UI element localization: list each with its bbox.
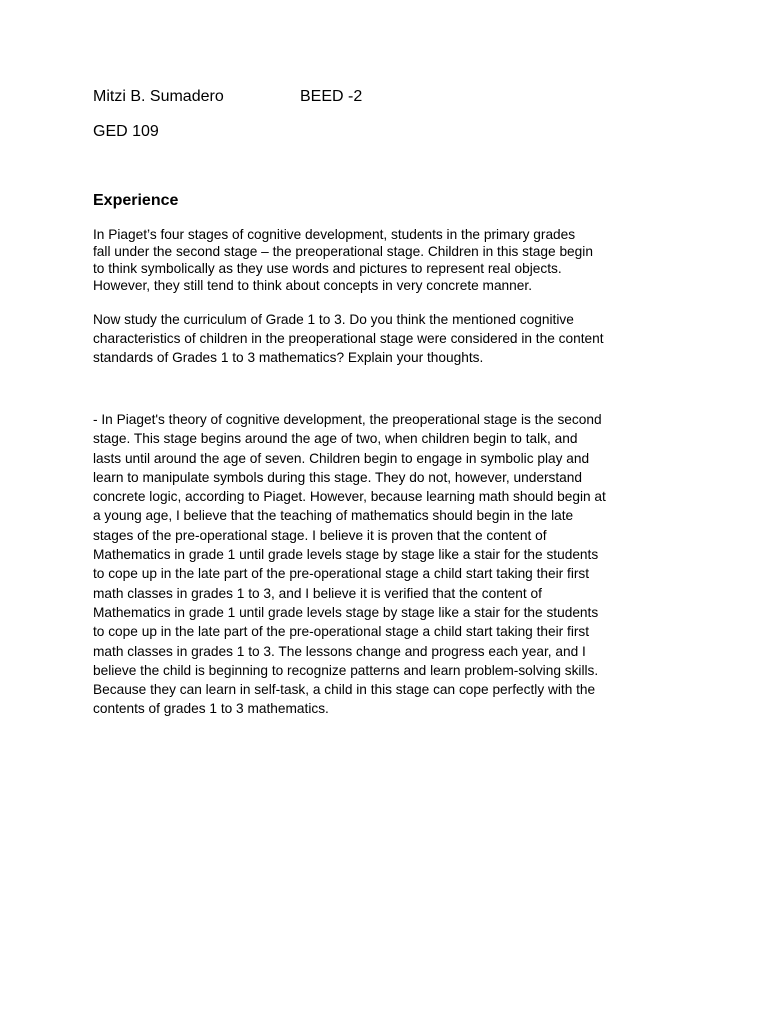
program-label: BEED -2: [300, 88, 363, 105]
course-code: GED 109: [93, 123, 159, 140]
student-name: Mitzi B. Sumadero: [93, 88, 224, 105]
question-paragraph: Now study the curriculum of Grade 1 to 3. Do you think the mentioned cognitive characteristics of children in the preoperational stage were considered in the content standards of Grades 1 to 3 mathematics? Explain your thoughts.: [93, 312, 604, 366]
intro-paragraph: In Piaget’s four stages of cognitive development, students in the primary grades fall under the second stage – the preoperational stage. Children in this stage begin to think symbolically as they use words and pictures to represent real objects. However, they still tend to think about concepts in very concrete manner.: [93, 227, 593, 294]
section-heading: Experience: [93, 192, 179, 209]
answer-paragraph: - In Piaget's theory of cognitive development, the preoperational stage is the second stage. This stage begins around the age of two, when children begin to talk, and lasts until around the age of seven. Children begin to engage in symbolic play and learn to manipulate symbols during this stage. They do not, however, understand concrete logic, according to Piaget. However, because learning math should begin at a young age, I believe that the teaching of mathematics should begin in the late stages of the pre-operational stage. I believe it is proven that the content of Mathematics in grade 1 until grade levels stage by stage like a stair for the students to cope up in the late part of the pre-operational stage a child start taking their first math classes in grades 1 to 3, and I believe it is verified that the content of Mathematics in grade 1 until grade levels stage by stage like a stair for the students to cope up in the late part of the pre-operational stage a child start taking their first math classes in grades 1 to 3. The lessons change and progress each year, and I believe the child is beginning to recognize patterns and learn problem-solving skills. Because they can learn in self-task, a child in this stage can cope perfectly with the contents of grades 1 to 3 mathematics.: [93, 412, 606, 717]
